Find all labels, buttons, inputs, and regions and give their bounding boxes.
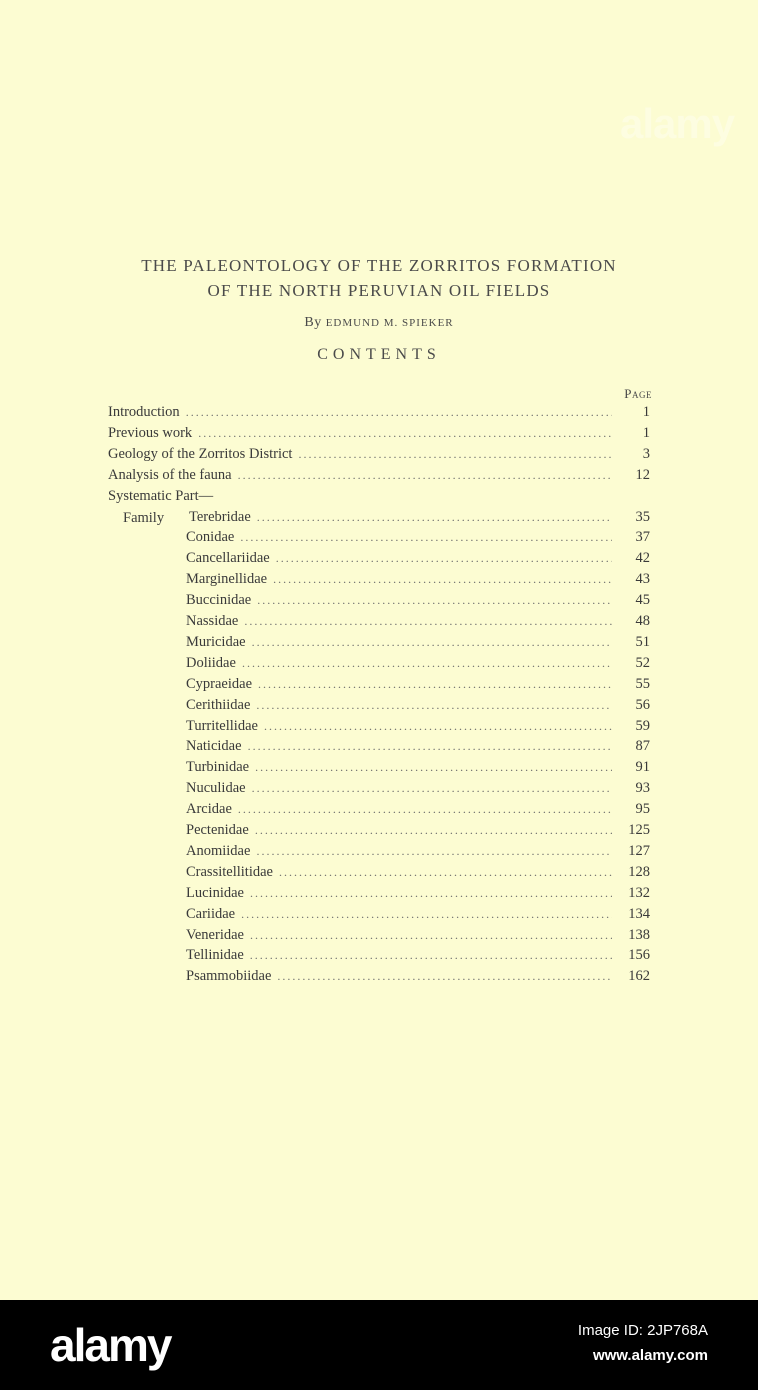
title-line-2: OF THE NORTH PERUVIAN OIL FIELDS bbox=[207, 281, 551, 300]
toc-entry bbox=[186, 906, 650, 926]
toc-entry-page: 95 bbox=[635, 801, 650, 818]
dot-leader bbox=[276, 551, 612, 566]
toc-entry-page: 3 bbox=[642, 445, 650, 462]
toc-entry-page: 48 bbox=[635, 613, 650, 629]
toc-entry bbox=[108, 404, 650, 424]
toc-entry bbox=[186, 634, 650, 654]
toc-entry bbox=[186, 592, 650, 612]
toc-entry-page: 128 bbox=[628, 863, 650, 880]
watermark: alamy bbox=[620, 100, 735, 147]
dot-leader bbox=[257, 510, 612, 525]
toc-entry-label: Systematic Part— bbox=[108, 487, 214, 504]
toc-entry-page: 138 bbox=[628, 926, 650, 943]
alamy-logo: alamy bbox=[50, 1319, 171, 1371]
toc-entry-label: Lucinidae bbox=[186, 884, 244, 901]
toc-entry-page: 37 bbox=[635, 529, 650, 546]
dot-leader bbox=[186, 405, 612, 420]
toc-entry-label: Introduction bbox=[108, 404, 180, 420]
toc-entry-page: 55 bbox=[635, 675, 650, 692]
toc-entry bbox=[186, 801, 650, 821]
toc-entry-page: 156 bbox=[628, 947, 650, 964]
toc-entry bbox=[186, 550, 650, 570]
dot-leader bbox=[257, 593, 612, 608]
image-id: Image ID: 2JP768A bbox=[577, 1322, 708, 1339]
toc-entry bbox=[186, 822, 650, 842]
toc-entry-label: Turritellidae bbox=[186, 717, 258, 734]
toc-entry bbox=[186, 571, 650, 591]
toc-entry-page: 51 bbox=[635, 633, 650, 650]
contents-heading: CONTENTS bbox=[317, 346, 441, 363]
toc-entry bbox=[186, 864, 650, 884]
toc-entry-label: Marginellidae bbox=[186, 571, 268, 588]
dot-leader bbox=[242, 656, 612, 671]
toc-entry-label: Naticidae bbox=[186, 738, 242, 755]
dot-leader bbox=[277, 969, 612, 984]
toc-entry-page: 1 bbox=[642, 404, 650, 420]
family-word: Family bbox=[123, 510, 165, 526]
toc-entry-label: Cariidae bbox=[186, 905, 236, 922]
toc-entry-label: Muricidae bbox=[186, 633, 246, 650]
dot-leader bbox=[298, 447, 612, 462]
dot-leader bbox=[256, 844, 612, 859]
toc-entry-label: Veneridae bbox=[186, 926, 244, 943]
toc-entry-page: 43 bbox=[635, 571, 650, 588]
toc-entry-page: 127 bbox=[628, 842, 650, 859]
page-column-heading: Page bbox=[624, 386, 652, 401]
dot-leader bbox=[250, 928, 612, 943]
toc-entry bbox=[189, 509, 650, 529]
toc-entry-label: Tellinidae bbox=[186, 947, 244, 964]
toc-entry-label: Conidae bbox=[186, 529, 235, 546]
toc-entry-label: Psammobiidae bbox=[186, 968, 272, 985]
dot-leader bbox=[255, 760, 612, 775]
dot-leader bbox=[279, 865, 612, 880]
dot-leader bbox=[273, 572, 612, 587]
toc-entry-label: Analysis of the fauna bbox=[108, 466, 232, 483]
toc-entry-label: Geology of the Zorritos District bbox=[108, 445, 293, 462]
toc-entry-page: 87 bbox=[635, 738, 650, 755]
toc-entry bbox=[186, 697, 650, 717]
byline-prefix: By bbox=[304, 315, 322, 330]
toc-entry-label: Pectenidae bbox=[186, 822, 249, 838]
toc-entry-page: 134 bbox=[628, 905, 650, 922]
toc-entry bbox=[186, 968, 650, 988]
toc-entry-label: Crassitellitidae bbox=[186, 863, 273, 880]
toc-entry-page: 52 bbox=[635, 654, 650, 671]
toc-entry bbox=[108, 446, 650, 466]
dot-leader bbox=[252, 635, 612, 650]
toc-entry-label: Anomiidae bbox=[186, 842, 251, 859]
toc-entry-page: 45 bbox=[635, 592, 650, 609]
toc-entry-label: Nuculidae bbox=[186, 780, 246, 797]
dot-leader bbox=[258, 677, 612, 692]
toc-entry-label: Cancellariidae bbox=[186, 550, 270, 567]
toc-entry bbox=[186, 655, 650, 675]
dot-leader bbox=[241, 907, 612, 922]
title-line-1: THE PALEONTOLOGY OF THE ZORRITOS FORMATION bbox=[141, 256, 617, 275]
toc-entry-page: 12 bbox=[635, 466, 650, 483]
toc-entry-label: Buccinidae bbox=[186, 592, 252, 609]
toc-entry bbox=[186, 613, 650, 633]
toc-entry-page: 93 bbox=[635, 780, 650, 797]
toc-entry bbox=[186, 843, 650, 863]
toc-entry-page: 132 bbox=[628, 884, 650, 901]
toc-entry bbox=[186, 947, 650, 967]
toc-entry bbox=[108, 425, 650, 445]
toc-entry-label: Previous work bbox=[108, 424, 193, 441]
dot-leader bbox=[264, 719, 612, 734]
toc-entry-page: 162 bbox=[628, 968, 650, 985]
dot-leader bbox=[240, 530, 612, 545]
dot-leader bbox=[198, 426, 612, 441]
toc-entry-label: Nassidae bbox=[186, 613, 239, 629]
site-url: www.alamy.com bbox=[592, 1347, 708, 1364]
toc-entry-page: 35 bbox=[635, 508, 650, 525]
toc-entry bbox=[108, 467, 650, 487]
toc-entry-page: 1 bbox=[642, 424, 650, 441]
dot-leader bbox=[252, 781, 612, 796]
dot-leader bbox=[255, 823, 612, 838]
toc-entry bbox=[186, 738, 650, 758]
toc-entry bbox=[186, 927, 650, 947]
toc-entry-label: Cypraeidae bbox=[186, 675, 253, 692]
toc-entry bbox=[186, 529, 650, 549]
toc-entry-page: 56 bbox=[635, 696, 650, 713]
dot-leader bbox=[250, 948, 612, 963]
toc-entry-page: 91 bbox=[635, 759, 650, 776]
dot-leader bbox=[248, 739, 612, 754]
toc-entry-label: Arcidae bbox=[186, 801, 232, 818]
toc-entry-page: 59 bbox=[635, 717, 650, 734]
toc-entry-page: 42 bbox=[635, 550, 650, 567]
dot-leader bbox=[244, 614, 612, 629]
dot-leader bbox=[238, 468, 612, 483]
toc-entry-page: 125 bbox=[628, 822, 650, 838]
toc-entry-label: Terebridae bbox=[189, 508, 251, 525]
toc-entry-label: Doliidae bbox=[186, 654, 236, 671]
dot-leader bbox=[238, 802, 612, 817]
toc-entry bbox=[186, 759, 650, 779]
toc-entry-label: Turbinidae bbox=[186, 759, 250, 776]
author-name: EDMUND M. SPIEKER bbox=[325, 317, 454, 329]
dot-leader bbox=[250, 886, 612, 901]
toc-entry bbox=[186, 718, 650, 738]
toc-entry bbox=[186, 676, 650, 696]
toc-entry bbox=[108, 488, 650, 508]
toc-entry-label: Cerithiidae bbox=[186, 696, 251, 713]
toc-entry bbox=[186, 885, 650, 905]
dot-leader bbox=[256, 698, 612, 713]
toc-entry bbox=[186, 780, 650, 800]
